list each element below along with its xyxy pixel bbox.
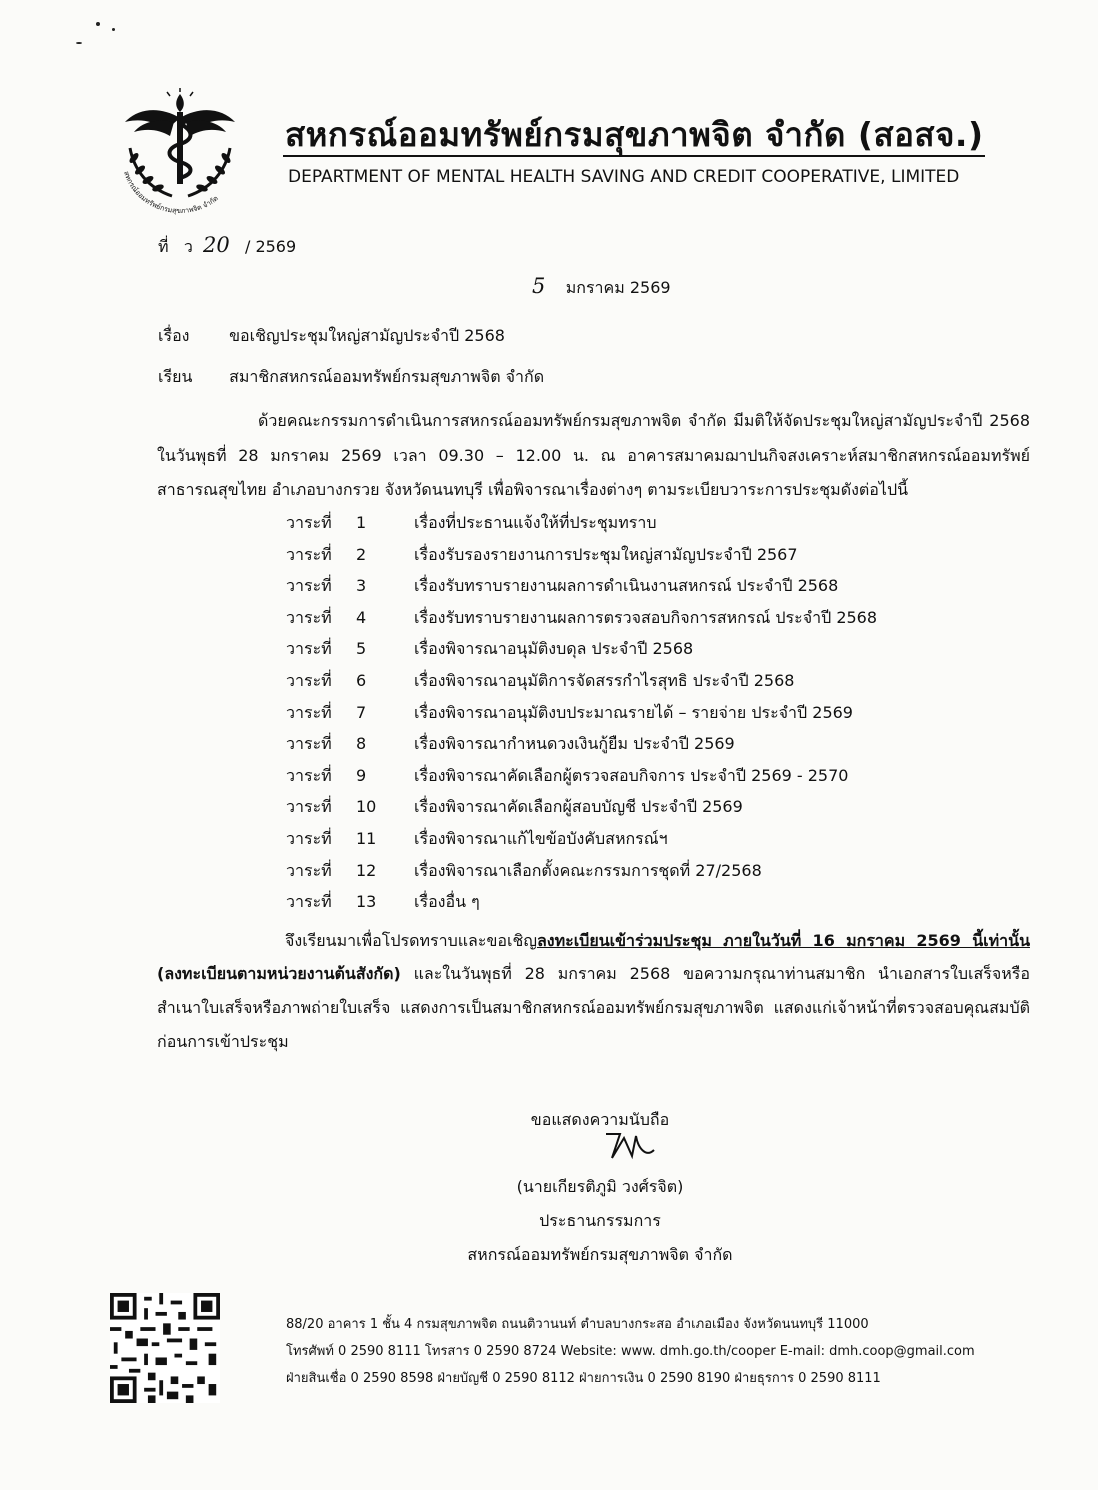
logo-ring-text: สหกรณ์ออมทรัพย์กรมสุขภาพจิต จำกัด — [121, 170, 220, 216]
agenda-item-number: 7 — [356, 703, 367, 722]
agenda-item-number: 10 — [356, 797, 377, 816]
agenda-item-label: วาระที่ — [286, 639, 332, 658]
agenda-item-text: เรื่องพิจารณาอนุมัติงบดุล ประจำปี 2568 — [414, 639, 694, 658]
closing-line-1-a: จึงเรียนมาเพื่อโปรดทราบและขอเชิญ — [285, 931, 537, 950]
agenda-item — [286, 511, 657, 536]
handwritten-signature — [602, 1128, 658, 1164]
agenda-item-text: เรื่องพิจารณาอนุมัติการจัดสรรกำไรสุทธิ ประจำปี 2568 — [414, 671, 795, 690]
closing-line-3: สำเนาใบเสร็จหรือภาพถ่ายใบเสร็จ แสดงการเป็นสมาชิกสหกรณ์ออมทรัพย์กรมสุขภาพจิต แสดงแก่เจ้าหน้าที่ตรวจสอบคุณสมบัติ — [157, 998, 1030, 1017]
recipient-line — [158, 365, 544, 390]
agenda-item — [286, 543, 798, 568]
closing-registration-deadline: ลงทะเบียนเข้าร่วมประชุม ภายในวันที่ 16 มกราคม 2569 นี้เท่านั้น — [536, 931, 1030, 950]
subject-label: เรื่อง — [158, 326, 190, 345]
footer-departments: ฝ่ายสินเชื่อ 0 2590 8598 ฝ่ายบัญชี 0 2590 8112 ฝ่ายการเงิน 0 2590 8190 ฝ่ายธุรการ 0 2590 8111 — [286, 1371, 881, 1386]
reference-suffix: / 2569 — [244, 237, 297, 256]
agenda-item — [286, 764, 848, 789]
organization-name-english: DEPARTMENT OF MENTAL HEALTH SAVING AND CREDIT COOPERATIVE, LIMITED — [288, 167, 960, 187]
closing-registration-note: (ลงทะเบียนตามหน่วยงานต้นสังกัด) — [157, 964, 401, 983]
cooperative-emblem-logo — [100, 88, 260, 218]
agenda-item-text: เรื่องพิจารณาเลือกตั้งคณะกรรมการชุดที่ 27/2568 — [414, 861, 762, 880]
agenda-item-label: วาระที่ — [286, 797, 332, 816]
closing-line-2-b: และในวันพุธที่ 28 มกราคม 2568 ขอความกรุณาท่านสมาชิก นำเอกสารใบเสร็จหรือ — [400, 964, 1030, 983]
agenda-item-number: 3 — [356, 576, 367, 595]
signatory-organization: สหกรณ์ออมทรัพย์กรมสุขภาพจิต จำกัด — [467, 1245, 733, 1264]
agenda-item — [286, 701, 853, 726]
agenda-item-label: วาระที่ — [286, 545, 332, 564]
agenda-item-number: 9 — [356, 766, 367, 785]
agenda-item-text: เรื่องที่ประธานแจ้งให้ที่ประชุมทราบ — [414, 513, 657, 532]
agenda-item — [286, 795, 743, 820]
agenda-item-label: วาระที่ — [286, 513, 332, 532]
footer-contact: โทรศัพท์ 0 2590 8111 โทรสาร 0 2590 8724 Website: www. dmh.go.th/cooper E-mail: dmh.coop@gmail.com — [286, 1344, 975, 1359]
agenda-item-number: 8 — [356, 734, 367, 753]
agenda-item-text: เรื่องรับทราบรายงานผลการตรวจสอบกิจการสหกรณ์ ประจำปี 2568 — [414, 608, 878, 627]
subject-line — [158, 324, 505, 349]
agenda-item — [286, 574, 838, 599]
reference-prefix: ว — [183, 237, 193, 256]
agenda-item-label: วาระที่ — [286, 576, 332, 595]
recipient-label: เรียน — [158, 367, 193, 386]
signatory-name: (นายเกียรติภูมิ วงศ์รจิต) — [516, 1177, 684, 1196]
agenda-item-text: เรื่องรับรองรายงานการประชุมใหญ่สามัญประจำปี 2567 — [414, 545, 798, 564]
scan-speck — [112, 28, 115, 31]
agenda-item-text: เรื่องอื่น ๆ — [414, 892, 480, 911]
agenda-item-number: 2 — [356, 545, 367, 564]
intro-line-3: สาธารณสุขไทย อำเภอบางกรวย จังหวัดนนทบุรี เพื่อพิจารณาเรื่องต่างๆ ตามระเบียบวาระการประชุมดังต่อไปนี้ — [157, 480, 909, 499]
footer-address: 88/20 อาคาร 1 ชั้น 4 กรมสุขภาพจิต ถนนติวานนท์ ตำบลบางกระสอ อำเภอเมือง จังหวัดนนทบุรี 11000 — [286, 1317, 869, 1332]
agenda-item-label: วาระที่ — [286, 671, 332, 690]
agenda-item-text: เรื่องพิจารณาอนุมัติงบประมาณรายได้ – รายจ่าย ประจำปี 2569 — [414, 703, 853, 722]
scan-speck — [76, 42, 82, 44]
agenda-item — [286, 637, 693, 662]
reference-number — [158, 233, 296, 260]
closing-line-2 — [157, 962, 1030, 987]
agenda-item-label: วาระที่ — [286, 892, 332, 911]
closing-line-1 — [285, 929, 1030, 954]
agenda-item-text: เรื่องพิจารณาคัดเลือกผู้ตรวจสอบกิจการ ประจำปี 2569 - 2570 — [414, 766, 849, 785]
signature-salutation: ขอแสดงความนับถือ — [530, 1110, 670, 1129]
qr-code — [110, 1293, 220, 1403]
agenda-item-number: 6 — [356, 671, 367, 690]
agenda-item-label: วาระที่ — [286, 608, 332, 627]
agenda-item-number: 4 — [356, 608, 367, 627]
agenda-item-text: เรื่องพิจารณากำหนดวงเงินกู้ยืม ประจำปี 2569 — [414, 734, 735, 753]
agenda-item-label: วาระที่ — [286, 703, 332, 722]
date-month-year: มกราคม 2569 — [565, 278, 671, 297]
agenda-item-label: วาระที่ — [286, 861, 332, 880]
organization-name-thai: สหกรณ์ออมทรัพย์กรมสุขภาพจิต จำกัด (สอสจ.) — [285, 115, 984, 154]
header-rule — [283, 155, 985, 157]
date-day-handwritten: 5 — [532, 274, 546, 298]
reference-number-handwritten: 20 — [202, 233, 230, 257]
agenda-item-text: เรื่องพิจารณาแก้ไขข้อบังคับสหกรณ์ฯ — [414, 829, 668, 848]
agenda-item-number: 5 — [356, 639, 367, 658]
reference-label: ที่ — [158, 237, 169, 256]
closing-line-4: ก่อนการเข้าประชุม — [157, 1032, 289, 1051]
agenda-item — [286, 859, 762, 884]
agenda-item — [286, 732, 735, 757]
agenda-item-label: วาระที่ — [286, 734, 332, 753]
agenda-item-number: 1 — [356, 513, 367, 532]
agenda-item-text: เรื่องรับทราบรายงานผลการดำเนินงานสหกรณ์ ประจำปี 2568 — [414, 576, 839, 595]
intro-line-1: ด้วยคณะกรรมการดำเนินการสหกรณ์ออมทรัพย์กรมสุขภาพจิต จำกัด มีมติให้จัดประชุมใหญ่สามัญประจำปี 2568 — [258, 411, 1030, 430]
agenda-item — [286, 606, 877, 631]
scan-speck — [96, 22, 100, 26]
agenda-item-label: วาระที่ — [286, 766, 332, 785]
agenda-item-number: 13 — [356, 892, 377, 911]
subject-text: ขอเชิญประชุมใหญ่สามัญประจำปี 2568 — [229, 326, 505, 345]
agenda-item-number: 12 — [356, 861, 377, 880]
agenda-item — [286, 827, 668, 852]
agenda-item — [286, 669, 794, 694]
agenda-item — [286, 890, 480, 915]
agenda-item-label: วาระที่ — [286, 829, 332, 848]
letter-date — [532, 274, 671, 301]
intro-line-2: ในวันพุธที่ 28 มกราคม 2569 เวลา 09.30 – 12.00 น. ณ อาคารสมาคมฌาปนกิจสงเคราะห์สมาชิกสหกรณ์ออมทรัพย์ — [157, 446, 1030, 465]
signatory-position: ประธานกรรมการ — [539, 1211, 661, 1230]
recipient-text: สมาชิกสหกรณ์ออมทรัพย์กรมสุขภาพจิต จำกัด — [229, 367, 545, 386]
agenda-item-number: 11 — [356, 829, 377, 848]
agenda-item-text: เรื่องพิจารณาคัดเลือกผู้สอบบัญชี ประจำปี 2569 — [414, 797, 743, 816]
